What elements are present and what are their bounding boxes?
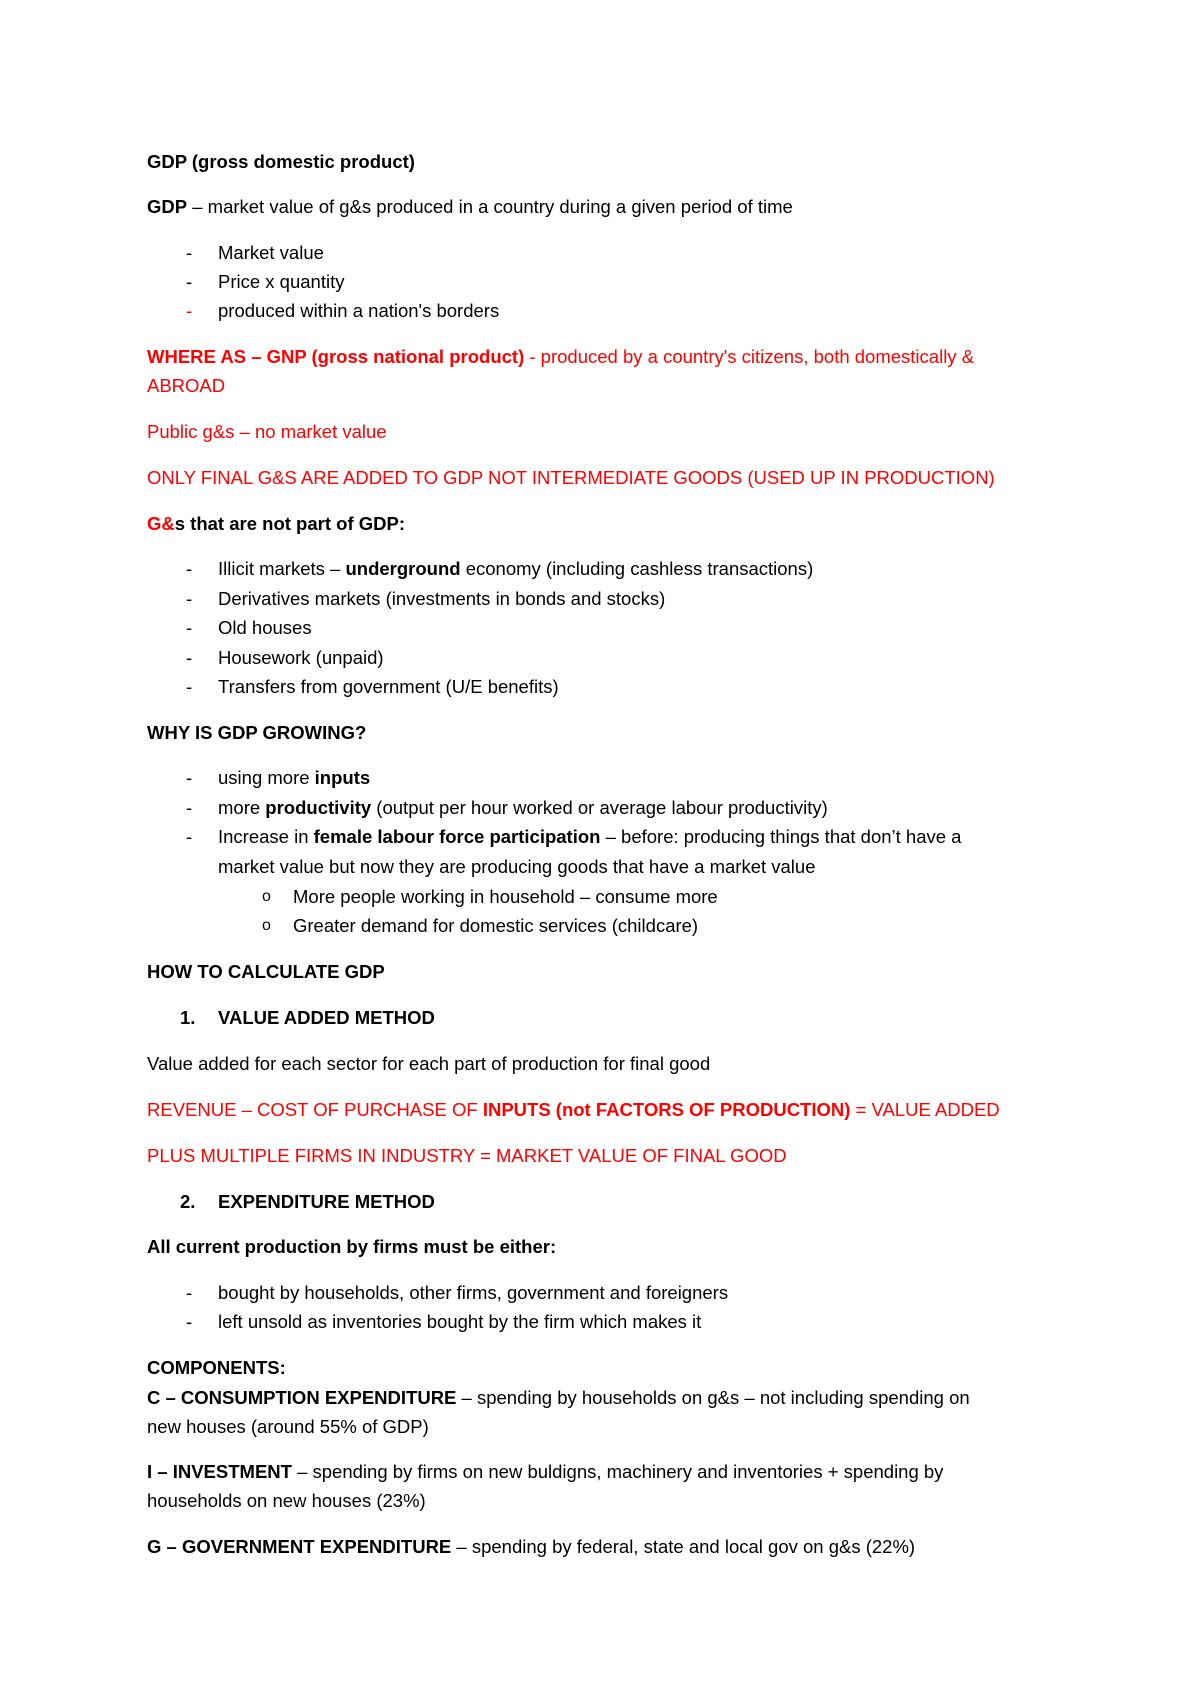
gnp-rest: - produced by a country's citizens, both domestically & [524, 346, 975, 367]
bold-run: underground [345, 558, 461, 579]
text-run: Increase in [218, 826, 314, 847]
all-current-heading: All current production by firms must be either: [147, 1236, 557, 1257]
text-run: (output per hour worked or average labour productivity) [371, 797, 828, 818]
bold-run: I – INVESTMENT [147, 1461, 292, 1482]
component-g [147, 1536, 915, 1558]
list-dash: - [186, 647, 193, 668]
gnp-lead: WHERE AS – GNP (gross national product) [147, 346, 525, 367]
list-item [218, 797, 828, 819]
component-i-continuation: households on new houses (23%) [147, 1490, 426, 1511]
gnp-continuation: ABROAD [147, 375, 226, 396]
list-item: Market value [218, 242, 324, 263]
list-item-continuation: market value but now they are producing goods that have a market value [218, 856, 816, 877]
text-run: REVENUE – COST OF PURCHASE OF [147, 1099, 483, 1120]
list-dash: - [186, 558, 193, 579]
method-heading: VALUE ADDED METHOD [218, 1007, 435, 1028]
list-item: Housework (unpaid) [218, 647, 384, 668]
public-goods-line: Public g&s – no market value [147, 421, 387, 442]
sub-bullet: o [262, 888, 271, 905]
list-item: Old houses [218, 617, 312, 638]
gdp-term: GDP [147, 196, 188, 217]
gdp-definition-text: – market value of g&s produced in a country during a given period of time [187, 196, 793, 217]
not-part-black: s that are not part of GDP: [174, 513, 405, 534]
component-i [147, 1461, 943, 1483]
text-run: = VALUE ADDED [850, 1099, 1000, 1120]
text-run: – spending by federal, state and local gov on g&s (22%) [451, 1536, 916, 1557]
text-run: – spending by firms on new buldigns, machinery and inventories + spending by [291, 1461, 944, 1482]
list-item [218, 826, 961, 848]
list-item: Price x quantity [218, 271, 345, 292]
component-c-continuation: new houses (around 55% of GDP) [147, 1416, 429, 1437]
list-item: left unsold as inventories bought by the firm which makes it [218, 1311, 702, 1332]
value-added-text: Value added for each sector for each part of production for final good [147, 1053, 711, 1074]
list-item: produced within a nation's borders [218, 300, 500, 321]
list-dash: - [186, 300, 193, 321]
list-dash: - [186, 676, 193, 697]
only-final-line: ONLY FINAL G&S ARE ADDED TO GDP NOT INTERMEDIATE GOODS (USED UP IN PRODUCTION) [147, 467, 995, 488]
gdp-definition [147, 196, 793, 218]
bold-run: C – CONSUMPTION EXPENDITURE [147, 1387, 457, 1408]
gnp-line [147, 346, 974, 368]
method-number: 1. [180, 1007, 196, 1028]
list-item [218, 558, 813, 580]
list-dash: - [186, 826, 193, 847]
why-heading: WHY IS GDP GROWING? [147, 722, 367, 743]
method-number: 2. [180, 1191, 196, 1212]
list-item: Transfers from government (U/E benefits) [218, 676, 559, 697]
text-run: – before: producing things that don’t have a [600, 826, 962, 847]
method-heading: EXPENDITURE METHOD [218, 1191, 435, 1212]
text-run: economy (including cashless transactions) [460, 558, 814, 579]
plus-multiple-line: PLUS MULTIPLE FIRMS IN INDUSTRY = MARKET VALUE OF FINAL GOOD [147, 1145, 787, 1166]
list-dash: - [186, 1282, 193, 1303]
text-run: using more [218, 767, 315, 788]
list-dash: - [186, 1311, 193, 1332]
list-dash: - [186, 588, 193, 609]
list-dash: - [186, 767, 193, 788]
bold-run: female labour force participation [313, 826, 601, 847]
text-run: Illicit markets – [218, 558, 346, 579]
text-run: more [218, 797, 266, 818]
sub-bullet: o [262, 917, 271, 934]
bold-run: productivity [265, 797, 372, 818]
text-run: – spending by households on g&s – not including spending on [456, 1387, 970, 1408]
list-item [218, 767, 370, 789]
bold-run: INPUTS (not FACTORS OF PRODUCTION) [482, 1099, 851, 1120]
list-dash: - [186, 797, 193, 818]
list-dash: - [186, 271, 193, 292]
revenue-line [147, 1099, 1000, 1121]
not-part-red: G& [147, 513, 175, 534]
how-heading: HOW TO CALCULATE GDP [147, 961, 385, 982]
list-item: Derivatives markets (investments in bonds and stocks) [218, 588, 666, 609]
list-dash: - [186, 242, 193, 263]
bold-run: inputs [314, 767, 371, 788]
components-heading: COMPONENTS: [147, 1357, 286, 1378]
list-item: bought by households, other firms, government and foreigners [218, 1282, 729, 1303]
component-c [147, 1387, 970, 1409]
not-part-heading [147, 513, 405, 535]
sub-list-item: More people working in household – consume more [293, 886, 718, 907]
bold-run: G – GOVERNMENT EXPENDITURE [147, 1536, 452, 1557]
list-dash: - [186, 617, 193, 638]
page-title: GDP (gross domestic product) [147, 151, 415, 172]
sub-list-item: Greater demand for domestic services (childcare) [293, 915, 699, 936]
